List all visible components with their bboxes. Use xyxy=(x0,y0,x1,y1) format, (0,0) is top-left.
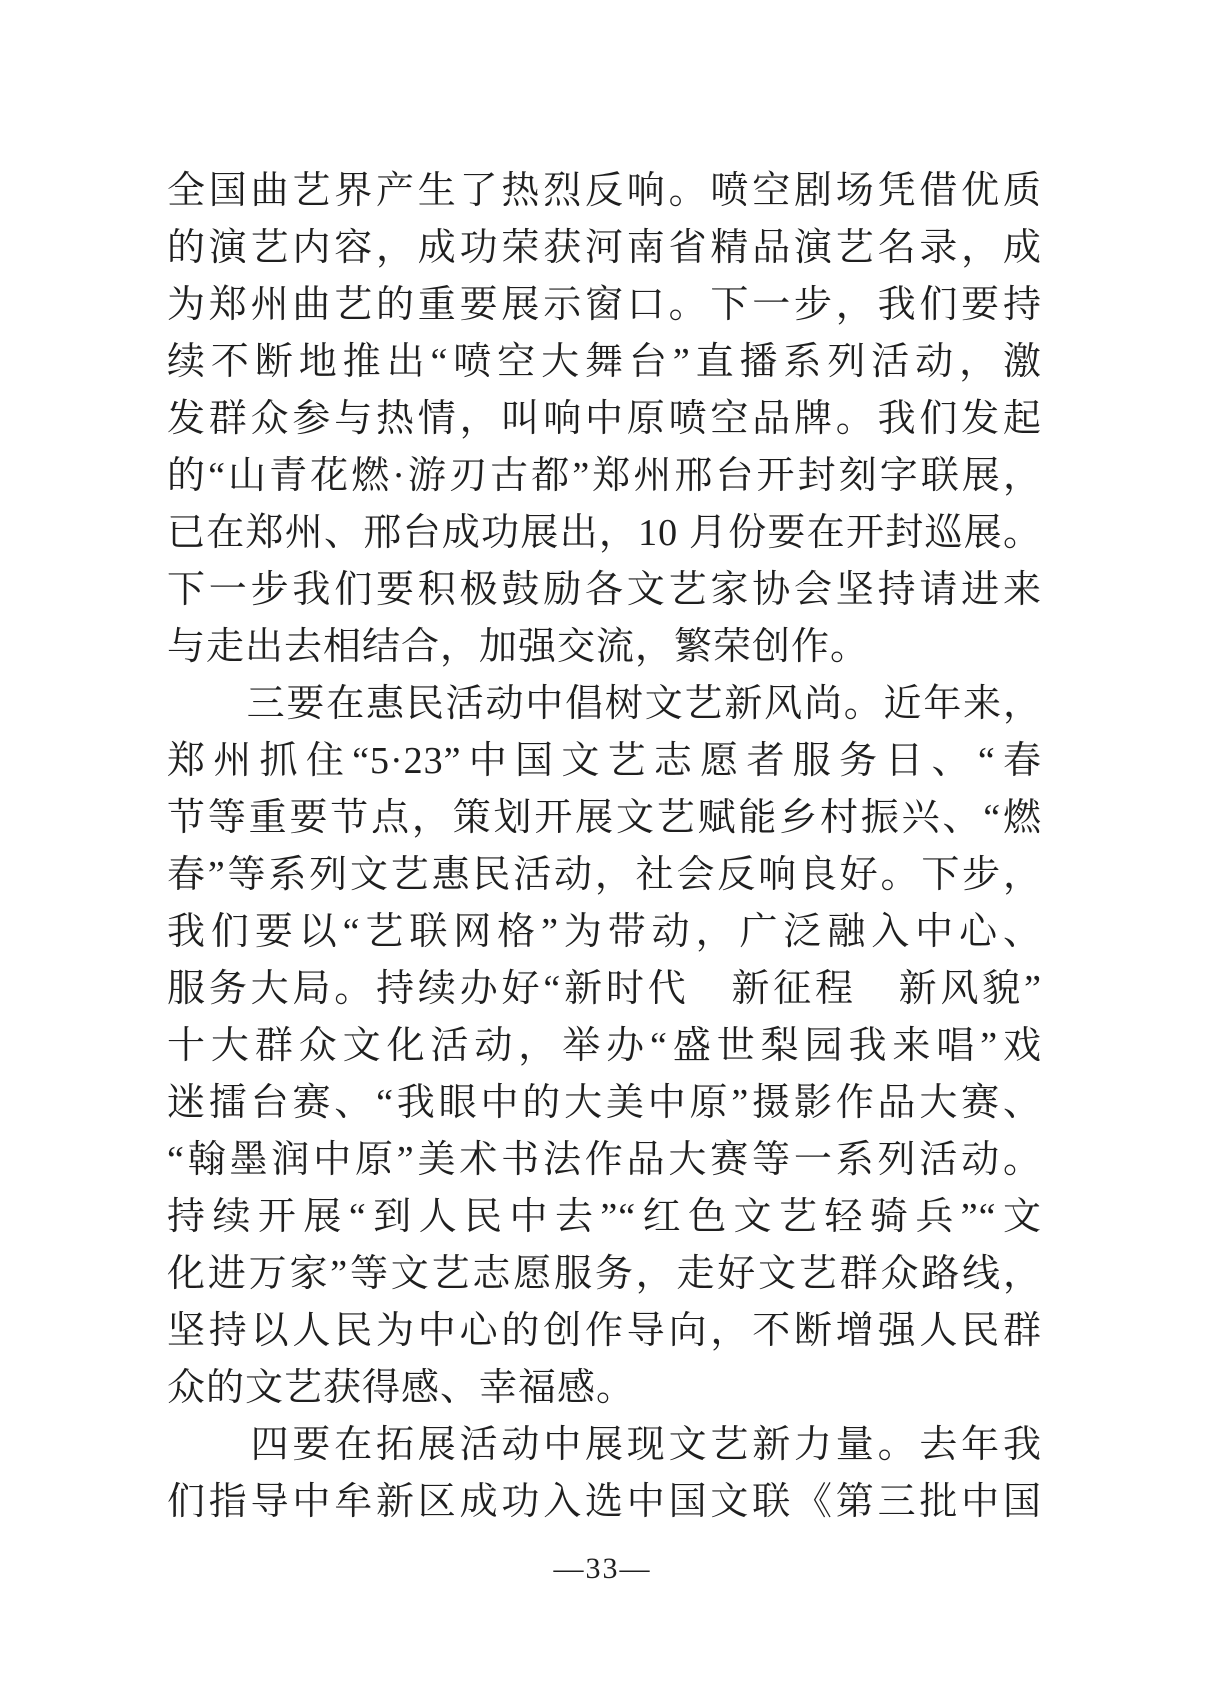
text-line: 服务大局。持续办好“新时代 新征程 新风貌” xyxy=(167,968,1042,1010)
text-line: 发群众参与热情，叫响中原喷空品牌。我们发起 xyxy=(167,398,1042,440)
text-line: “翰墨润中原”美术书法作品大赛等一系列活动。 xyxy=(167,1139,1042,1181)
text-line: 春”等系列文艺惠民活动，社会反响良好。下步， xyxy=(167,854,1042,896)
text-line: 们指导中牟新区成功入选中国文联《第三批中国 xyxy=(167,1481,1042,1523)
text-line: 四要在拓展活动中展现文艺新力量。去年我 xyxy=(167,1424,1042,1466)
text-line: 已在郑州、邢台成功展出，10 月份要在开封巡展。 xyxy=(167,512,1042,554)
text-line: 下一步我们要积极鼓励各文艺家协会坚持请进来 xyxy=(167,569,1042,611)
text-line: 众的文艺获得感、幸福感。 xyxy=(167,1367,636,1409)
text-line: 与走出去相结合，加强交流，繁荣创作。 xyxy=(167,626,870,668)
text-line: 为郑州曲艺的重要展示窗口。下一步，我们要持 xyxy=(167,284,1042,326)
text-line: 续不断地推出“喷空大舞台”直播系列活动，激 xyxy=(167,341,1042,383)
text-line: 的演艺内容，成功荣获河南省精品演艺名录，成 xyxy=(167,227,1042,269)
text-line: 节等重要节点，策划开展文艺赋能乡村振兴、“燃 xyxy=(167,797,1042,839)
text-line: 全国曲艺界产生了热烈反响。喷空剧场凭借优质 xyxy=(167,170,1042,212)
text-line: 十大群众文化活动，举办“盛世梨园我来唱”戏 xyxy=(167,1025,1042,1067)
document-body xyxy=(167,163,1042,1531)
text-line: 持续开展“到人民中去”“红色文艺轻骑兵”“文 xyxy=(167,1196,1042,1238)
page-number: —33— xyxy=(553,1552,652,1585)
text-line: 我们要以“艺联网格”为带动，广泛融入中心、 xyxy=(167,911,1042,953)
text-line: 三要在惠民活动中倡树文艺新风尚。近年来， xyxy=(167,683,1042,725)
text-line: 迷擂台赛、“我眼中的大美中原”摄影作品大赛、 xyxy=(167,1082,1042,1124)
text-line: 化进万家”等文艺志愿服务，走好文艺群众路线， xyxy=(167,1253,1042,1295)
text-line: 郑州抓住“5·23”中国文艺志愿者服务日、“春 xyxy=(167,740,1042,782)
text-line: 的“山青花燃·游刃古都”郑州邢台开封刻字联展， xyxy=(167,455,1042,497)
text-line: 坚持以人民为中心的创作导向，不断增强人民群 xyxy=(167,1310,1042,1352)
